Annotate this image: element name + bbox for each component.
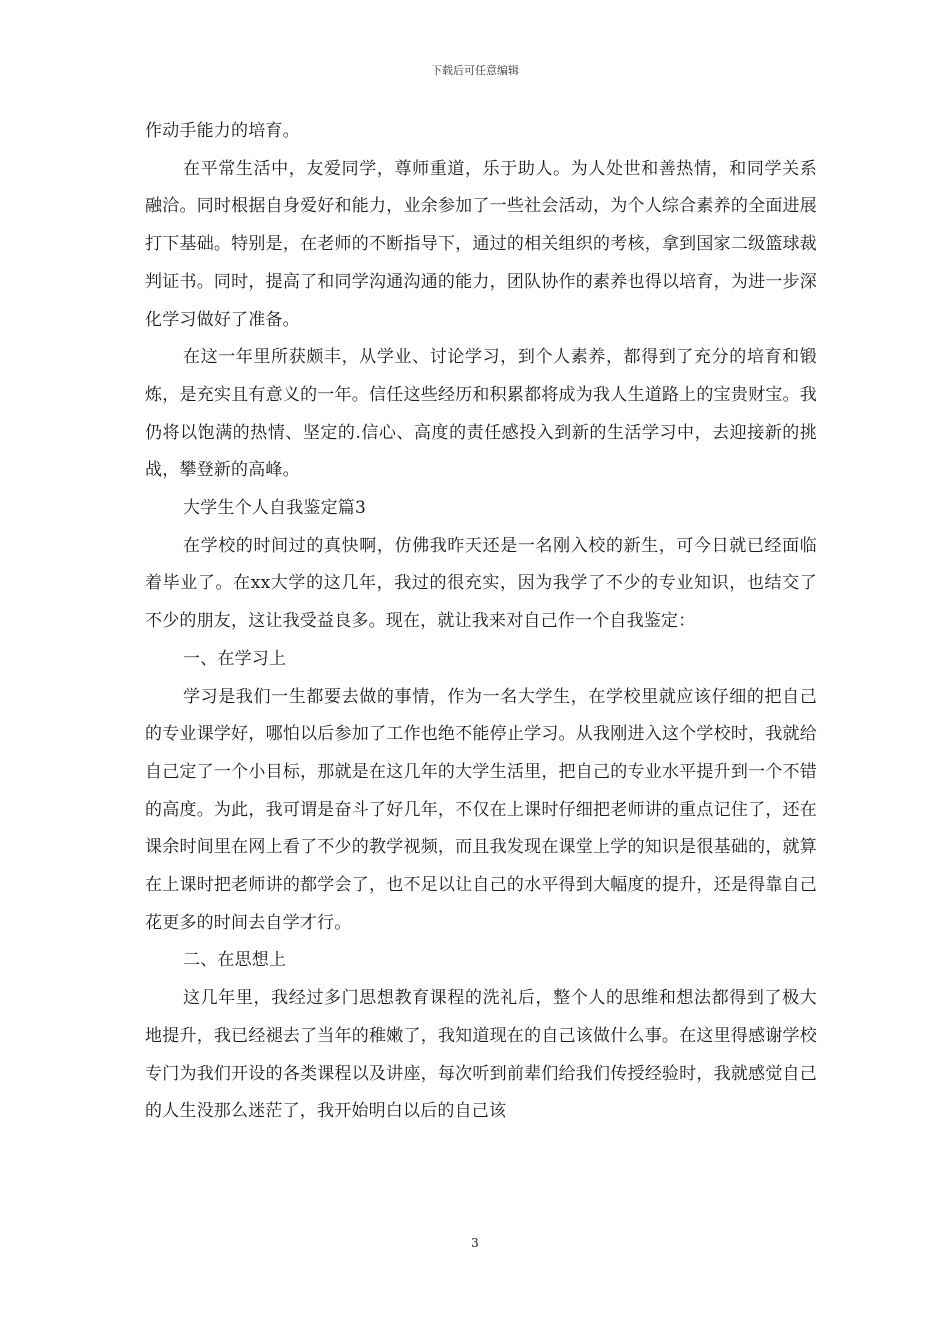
- subheading-study: 一、在学习上: [183, 648, 287, 669]
- section-heading-part-3: 大学生个人自我鉴定篇3: [183, 498, 367, 519]
- paragraph-1: 作动手能力的培育。: [145, 121, 300, 141]
- page-number: 3: [471, 1236, 479, 1250]
- paragraph-3: 在这一年里所获颇丰，从学业、讨论学习，到个人素养，都得到了充分的培育和锻炼，是充实且有意义的一年。信任这些经历和积累都将成为我人生道路上的宝贵财宝。我仍将以饱满的热情、坚定的.信心、高度的责任感投入到新的生活学习中，去迎接新的挑战，攀登新的高峰。: [145, 347, 817, 481]
- paragraph-2: 在平常生活中，友爱同学，尊师重道，乐于助人。为人处世和善热情，和同学关系融洽。同时根据自身爱好和能力，业余参加了一些社会活动，为个人综合素养的全面进展打下基础。特别是，在老师的不断指导下，通过的相关组织的考核，拿到国家二级篮球裁判证书。同时，提高了和同学沟通沟通的能力，团队协作的素养也得以培育，为进一步深化学习做好了准备。: [145, 158, 817, 330]
- document-body: [145, 113, 817, 1131]
- paragraph-4: 在学校的时间过的真快啊，仿佛我昨天还是一名刚入校的新生，可今日就已经面临着毕业了。在xx大学的这几年，我过的很充实，因为我学了不少的专业知识，也结交了不少的朋友，这让我受益良多。现在，就让我来对自己作一个自我鉴定：: [145, 535, 817, 632]
- page-header: 下载后可任意编辑: [431, 64, 519, 77]
- subheading-thought: 二、在思想上: [183, 950, 287, 971]
- paragraph-5: 学习是我们一生都要去做的事情，作为一名大学生，在学校里就应该仔细的把自己的专业课学好，哪怕以后参加了工作也绝不能停止学习。从我刚进入这个学校时，我就给自己定了一个小目标，那就是在这几年的大学生活里，把自己的专业水平提升到一个不错的高度。为此，我可谓是奋斗了好几年，不仅在上课时仔细把老师讲的重点记住了，还在课余时间里在网上看了不少的教学视频，而且我发现在课堂上学的知识是很基础的，就算在上课时把老师讲的都学会了，也不足以让自己的水平得到大幅度的提升，还是得靠自己花更多的时间去自学才行。: [145, 686, 817, 933]
- paragraph-6: 这几年里，我经过多门思想教育课程的洗礼后，整个人的思维和想法都得到了极大地提升，我已经褪去了当年的稚嫩了，我知道现在的自己该做什么事。在这里得感谢学校专门为我们开设的各类课程以及讲座，每次听到前辈们给我们传授经验时，我就感觉自己的人生没那么迷茫了，我开始明白以后的自己该: [145, 988, 817, 1122]
